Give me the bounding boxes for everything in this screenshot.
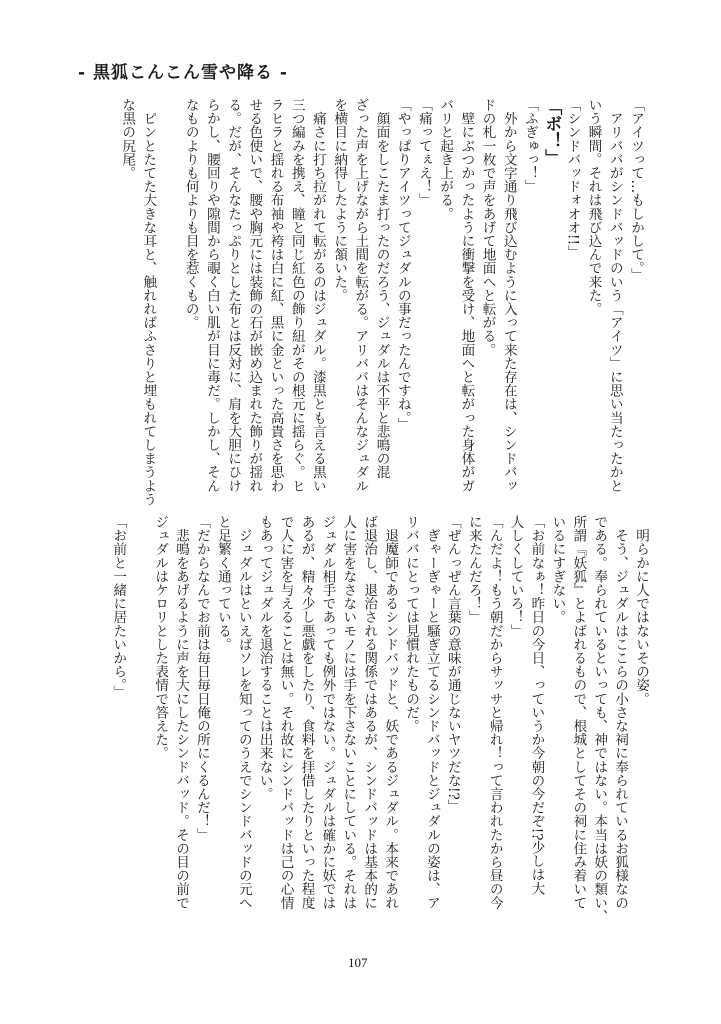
- text-column: ジュダルはといえばソレを知ってのうえでシンドバッドの元へ: [235, 515, 252, 910]
- text-column: アリババがシンドバッドのいう「アイツ」に思い当たったかと: [606, 98, 623, 493]
- text-column: ぎゃーぎゃーと騒ぎ立てるシンドバッドとジュダルの姿は、ア: [423, 515, 440, 910]
- text-column: 「ぜんっぜん言葉の意味が通じないヤツだな!?」: [444, 515, 461, 814]
- text-column: せる色使いで、腰や胸元には装飾の石が嵌め込まれた飾りが揺れ: [246, 98, 263, 493]
- text-column: いるにすぎない。: [549, 515, 566, 624]
- text-column: バリと起き上がる。: [437, 98, 454, 221]
- text-column: 「お前と一緒に居たいから。」: [110, 515, 127, 699]
- text-column: である。奉られているといっても、神ではない。本当は妖の類い、: [591, 515, 608, 923]
- text-column: 「痛ってぇえ！」: [415, 98, 432, 207]
- text-column: [128, 515, 149, 925]
- text-column: 「アイツって…もしかして。」: [628, 98, 644, 282]
- text-column: 痛さに打ち拉がれて転がるのはジュダル。漆黒とも言える黒い: [309, 98, 326, 493]
- text-column: 「やっぱりアイツってジュダルの事だったんですね。」: [394, 98, 411, 432]
- text-column: ジュダルはケロリとした表情で答えた。: [152, 515, 169, 760]
- text-column: 顔面をしこたま打ったのだろう、ジュダルは不平と悲鳴の混: [373, 98, 390, 479]
- text-column: ドの札一枚で声をあげて地面へと転がる。: [479, 98, 496, 357]
- text-column: 外から文字通り飛び込むように入って来た存在は、シンドバッ: [500, 98, 517, 493]
- text-column: リババにとっては見慣れたものだ。: [403, 515, 420, 733]
- text-column: な黒の尻尾。: [119, 98, 136, 180]
- text-column: 「だからなんでお前は毎日毎日俺の所にくるんだ！」: [193, 515, 210, 842]
- text-column: 「んだよ！もう朝だからサッサと帰れ！って言われたから昼の今: [486, 515, 503, 910]
- lower-text-block: [107, 515, 651, 925]
- text-column: に来たんだろ！」: [465, 515, 482, 624]
- text-column: そう、ジュダルはここらの小さな祠に奉られているお狐様なの: [612, 515, 629, 910]
- text-column: を横目に納得したように頷いた。: [331, 98, 348, 302]
- text-column: 明らかに人ではないその姿。: [633, 515, 649, 706]
- text-column: なものよりも何よりも目を惹くもの。: [182, 98, 199, 330]
- text-column: 「シンドバッドォオオ!!」: [564, 98, 581, 259]
- text-column: 人しくしていろ！」: [507, 515, 524, 638]
- text-column: 「お前なぁ！昨日の今日、っていうか今朝の今だぞ!?少しは大: [528, 515, 545, 895]
- text-column: いう瞬間。それは飛び込んで来た。: [585, 98, 602, 316]
- text-column: ジュダル相手であっても例外ではない。ジュダルは確かに妖では: [319, 515, 336, 910]
- text-column: あるが、精々少し悪戯をしたり、食料を拝借したりといった程度: [298, 515, 315, 910]
- text-column: ピンとたてた大きな耳と、触れればふさりと埋もれてしまうよう: [140, 98, 157, 506]
- text-column: 三つ編みを携え、瞳と同じ紅色の飾り紐がその根元に揺らぐ。ヒ: [288, 98, 305, 493]
- text-column: ラヒラと揺れる布袖や袴は白に紅、黒に金といった高貴さを思わ: [267, 98, 284, 493]
- text-column: 退魔師であるシンドバッドと、妖であるジュダル。本来であれ: [382, 515, 399, 910]
- text-column: 悲鳴をあげるように声を大にしたシンドバッド。その目の前で: [173, 515, 190, 910]
- text-column: 所謂『妖狐』とよばれるもので、根城としてその祠に住み着いて: [570, 515, 587, 910]
- page-title: - 黒狐こんこん雪や降る -: [78, 63, 288, 83]
- text-column: らかし、腰回りや隙間から覗く白い肌が目に毒だ。しかし、そん: [203, 98, 220, 493]
- text-column: で人に害を与えることは無い。それ故にシンドバッドは己の心情: [277, 515, 294, 910]
- text-column: ば退治し、退治される関係ではあるが、シンドバッドは基本的に: [361, 515, 378, 910]
- text-column: 「ボ！」: [541, 98, 562, 166]
- text-column: もあってジュダルを退治することは出来ない。: [256, 515, 273, 801]
- text-column: 人に害をなさないモノには手を下さないことにしている。それは: [340, 515, 357, 910]
- page-number: 107: [348, 955, 368, 970]
- upper-text-block: [116, 98, 646, 508]
- text-column: ざった声を上げながら土間を転がる。アリババはそんなジュダル: [352, 98, 369, 493]
- text-column: 壁にぶつかったように衝撃を受け、地面へと転がった身体がガ: [458, 98, 475, 493]
- text-column: [158, 98, 179, 508]
- text-column: 「ふぎゅっ！」: [521, 98, 538, 194]
- text-column: る。だが、そんなたっぷりとした布とは反対に、肩を大胆にひけ: [225, 98, 242, 493]
- text-column: と足繁く通っている。: [214, 515, 231, 651]
